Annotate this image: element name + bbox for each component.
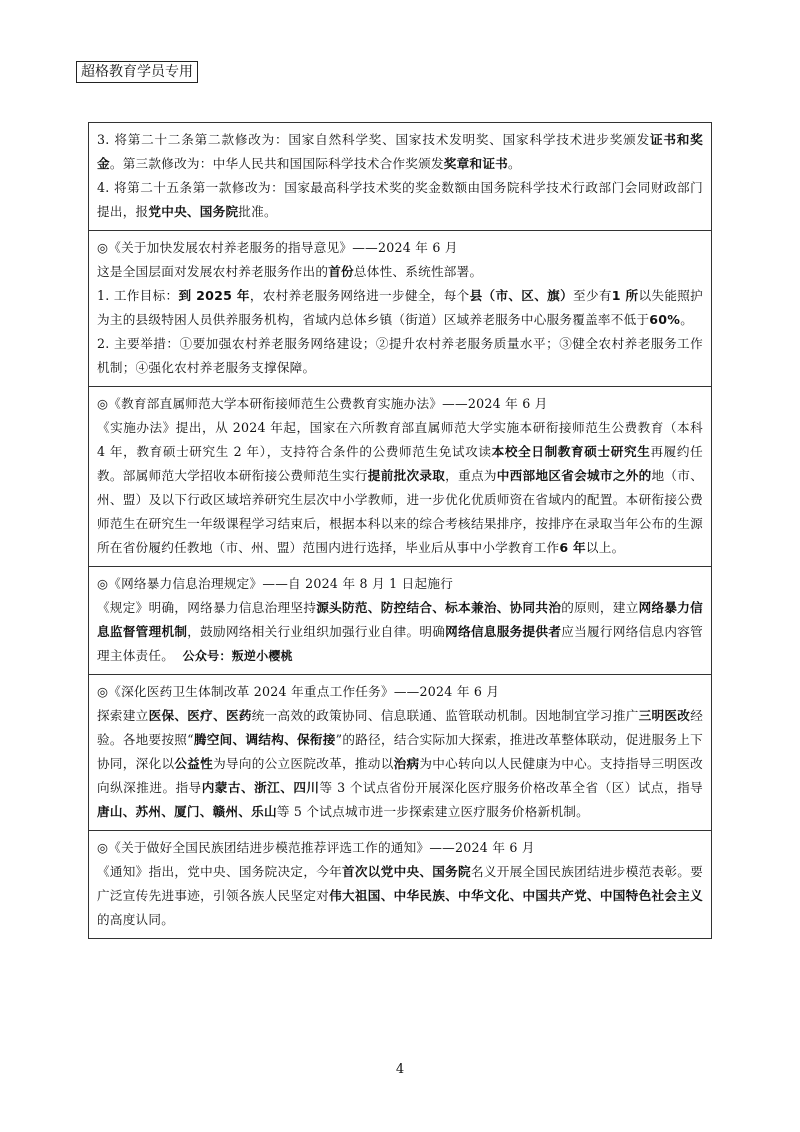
bold-text: 60% [649, 312, 681, 327]
text: 经验。各地要按照“ [97, 708, 704, 747]
section-title: ◎《教育部直属师范大学本研衔接师范生公费教育实施办法》——2024 年 6 月 [97, 396, 548, 411]
bold-text: 内蒙古、浙江、四川 [201, 780, 320, 795]
text: 等 5 个试点城市进一步探索建立医疗服务价格新机制。 [276, 804, 589, 819]
bold-text: 6 年 [559, 540, 586, 555]
bold-text: 治病 [393, 756, 420, 771]
content-table [88, 122, 712, 939]
text: 的高度认同。 [97, 912, 175, 927]
section-teacher-education [89, 387, 711, 567]
bold-text: 奖章和证书 [443, 156, 508, 171]
text: 探索建立 [97, 708, 149, 723]
page-number: 4 [395, 1062, 405, 1077]
text: ，重点为 [445, 468, 497, 483]
paragraph [97, 260, 703, 284]
text: 《通知》指出，党中央、国务院决定，今年 [97, 864, 342, 879]
text: ”的路径，结合实际加大探索，推进改革整体联动，促进服务上下协同，深化以 [97, 732, 703, 771]
text: 。 [680, 312, 694, 327]
section-ethnic-unity [89, 831, 711, 938]
text: 再履约任教。部属师范大学招收本研衔接公费师范生实行 [97, 444, 703, 483]
bold-text: 党中央、国务院 [148, 204, 239, 219]
text: 这是全国层面对发展农村养老服务作出的 [97, 264, 329, 279]
bold-text: 腾空间、调结构、保衔接 [193, 732, 336, 747]
bold-text: 伟大祖国、中华民族、中华文化、中国共产党、中国特色社会主义 [329, 888, 704, 903]
section-title: ◎《深化医药卫生体制改革 2024 年重点工作任务》——2024 年 6 月 [97, 684, 500, 699]
text: 。第三款修改为：中华人民共和国国际科学技术合作奖颁发 [109, 156, 444, 171]
text: 至少有 [573, 288, 612, 303]
paragraph: 2. 主要举措：①要加强农村养老服务网络建设；②提升农村养老服务质量水平；③健全农村养老服务工作机制；④强化农村养老服务支撑保障。 [97, 336, 703, 375]
bold-text: 医保、医疗、医药 [148, 708, 252, 723]
text: ，农村养老服务网络进一步健全，每个 [249, 288, 470, 303]
paragraph [97, 176, 703, 224]
paragraph [97, 596, 703, 668]
paragraph [97, 128, 703, 176]
bold-text: 本校全日制教育硕士研究生 [491, 444, 651, 459]
bold-text: 证书和奖金 [97, 132, 704, 171]
text: 名义开展全国民族团结进步模范表彰。要广泛宣传先进事迹，引领各族人民坚定对 [97, 864, 704, 903]
text: 4. 将第二十五条第一款修改为：国家最高科学技术奖的奖金数额由国务院科学技术行政部门会同财政部门提出，报 [97, 180, 703, 219]
section-science-award-amendment [89, 123, 711, 231]
text: 地（市、州、盟）及以下行政区域培养研究生层次中小学教师，进一步优化优质师资在省域内的配置。本研衔接公费师范生在研究生一年级课程学习结束后，根据本科以来的综合考核结果排序，按排序在录取当年公布的生源所在省份履约任教地（市、州、盟）范围内进行选择，毕业后从事中小学教育工作 [97, 468, 704, 555]
text: 应当履行网络信息内容管理主体责任。 [97, 624, 704, 663]
text: 3. 将第二十二条第二款修改为：国家自然科学奖、国家技术发明奖、国家科学技术进步奖颁发 [97, 132, 650, 147]
paragraph [97, 704, 703, 824]
section-title: ◎《关于加快发展农村养老服务的指导意见》——2024 年 6 月 [97, 240, 458, 255]
official-account-label: 公众号：叛逆小樱桃 [182, 649, 293, 663]
bold-text: 源头防范、防控结合、标本兼治、协同共治 [316, 600, 562, 615]
bold-text: 网络信息服务提供者 [445, 624, 562, 639]
bold-text: 首次以党中央、国务院 [342, 864, 471, 879]
text: 以失能照护为主的县级特困人员供养服务机构，省域内总体乡镇（街道）区域养老服务中心服务覆盖率不低于 [97, 288, 704, 327]
section-title: ◎《网络暴力信息治理规定》——自 2024 年 8 月 1 日起施行 [97, 576, 454, 591]
bold-text: 首份 [328, 264, 354, 279]
text: 为导向的公立医院改革，推动以 [213, 756, 394, 771]
text: 。 [508, 156, 521, 171]
bold-text: 三明医改 [638, 708, 691, 723]
paragraph [97, 860, 703, 932]
bold-text: 唐山、苏州、厦门、赣州、乐山 [97, 804, 277, 819]
section-title: ◎《关于做好全国民族团结进步模范推荐评选工作的通知》——2024 年 6 月 [97, 840, 535, 855]
text: 为中心转向以人民健康为中心。支持指导三明医改向纵深推进。指导 [97, 756, 704, 795]
text: 总体性、系统性部署。 [353, 264, 483, 279]
section-cyber-violence [89, 567, 711, 675]
section-rural-elderly-care [89, 231, 711, 387]
bold-text: 县（市、区、旗） [469, 288, 574, 303]
text: 《实施办法》提出，从 2024 年起，国家在六所教育部直属师范大学实施本研衔接师范生公费教育（本科 4 年，教育硕士研究生 2 年），支持符合条件的公费师范生免试攻读 [97, 420, 703, 459]
text: 批准。 [238, 204, 277, 219]
text: ，鼓励网络相关行业组织加强行业自律。明确 [187, 624, 446, 639]
text: 等 3 个试点省份开展深化医疗服务价格改革全省（区）试点，指导 [319, 780, 704, 795]
bold-text: 网络暴力信息监督管理机制 [97, 600, 704, 639]
text: 1. 工作目标： [97, 288, 179, 303]
bold-text: 1 所 [611, 288, 639, 303]
text: 《规定》明确，网络暴力信息治理坚持 [97, 600, 317, 615]
bold-text: 提前批次录取 [367, 468, 446, 483]
text: 以上。 [585, 540, 625, 555]
bold-text: 中西部地区省会城市之外的 [496, 468, 652, 483]
text: 的原则，建立 [561, 600, 639, 615]
text: 统一高效的政策协同、信息联通、监管联动机制。因地制宜学习推广 [251, 708, 639, 723]
paragraph [97, 416, 703, 560]
bold-text: 公益性 [174, 756, 214, 771]
header-tag: 超格教育学员专用 [76, 61, 198, 83]
section-healthcare-reform [89, 675, 711, 831]
bold-text: 到 2025 年 [178, 288, 250, 303]
paragraph [97, 284, 703, 332]
